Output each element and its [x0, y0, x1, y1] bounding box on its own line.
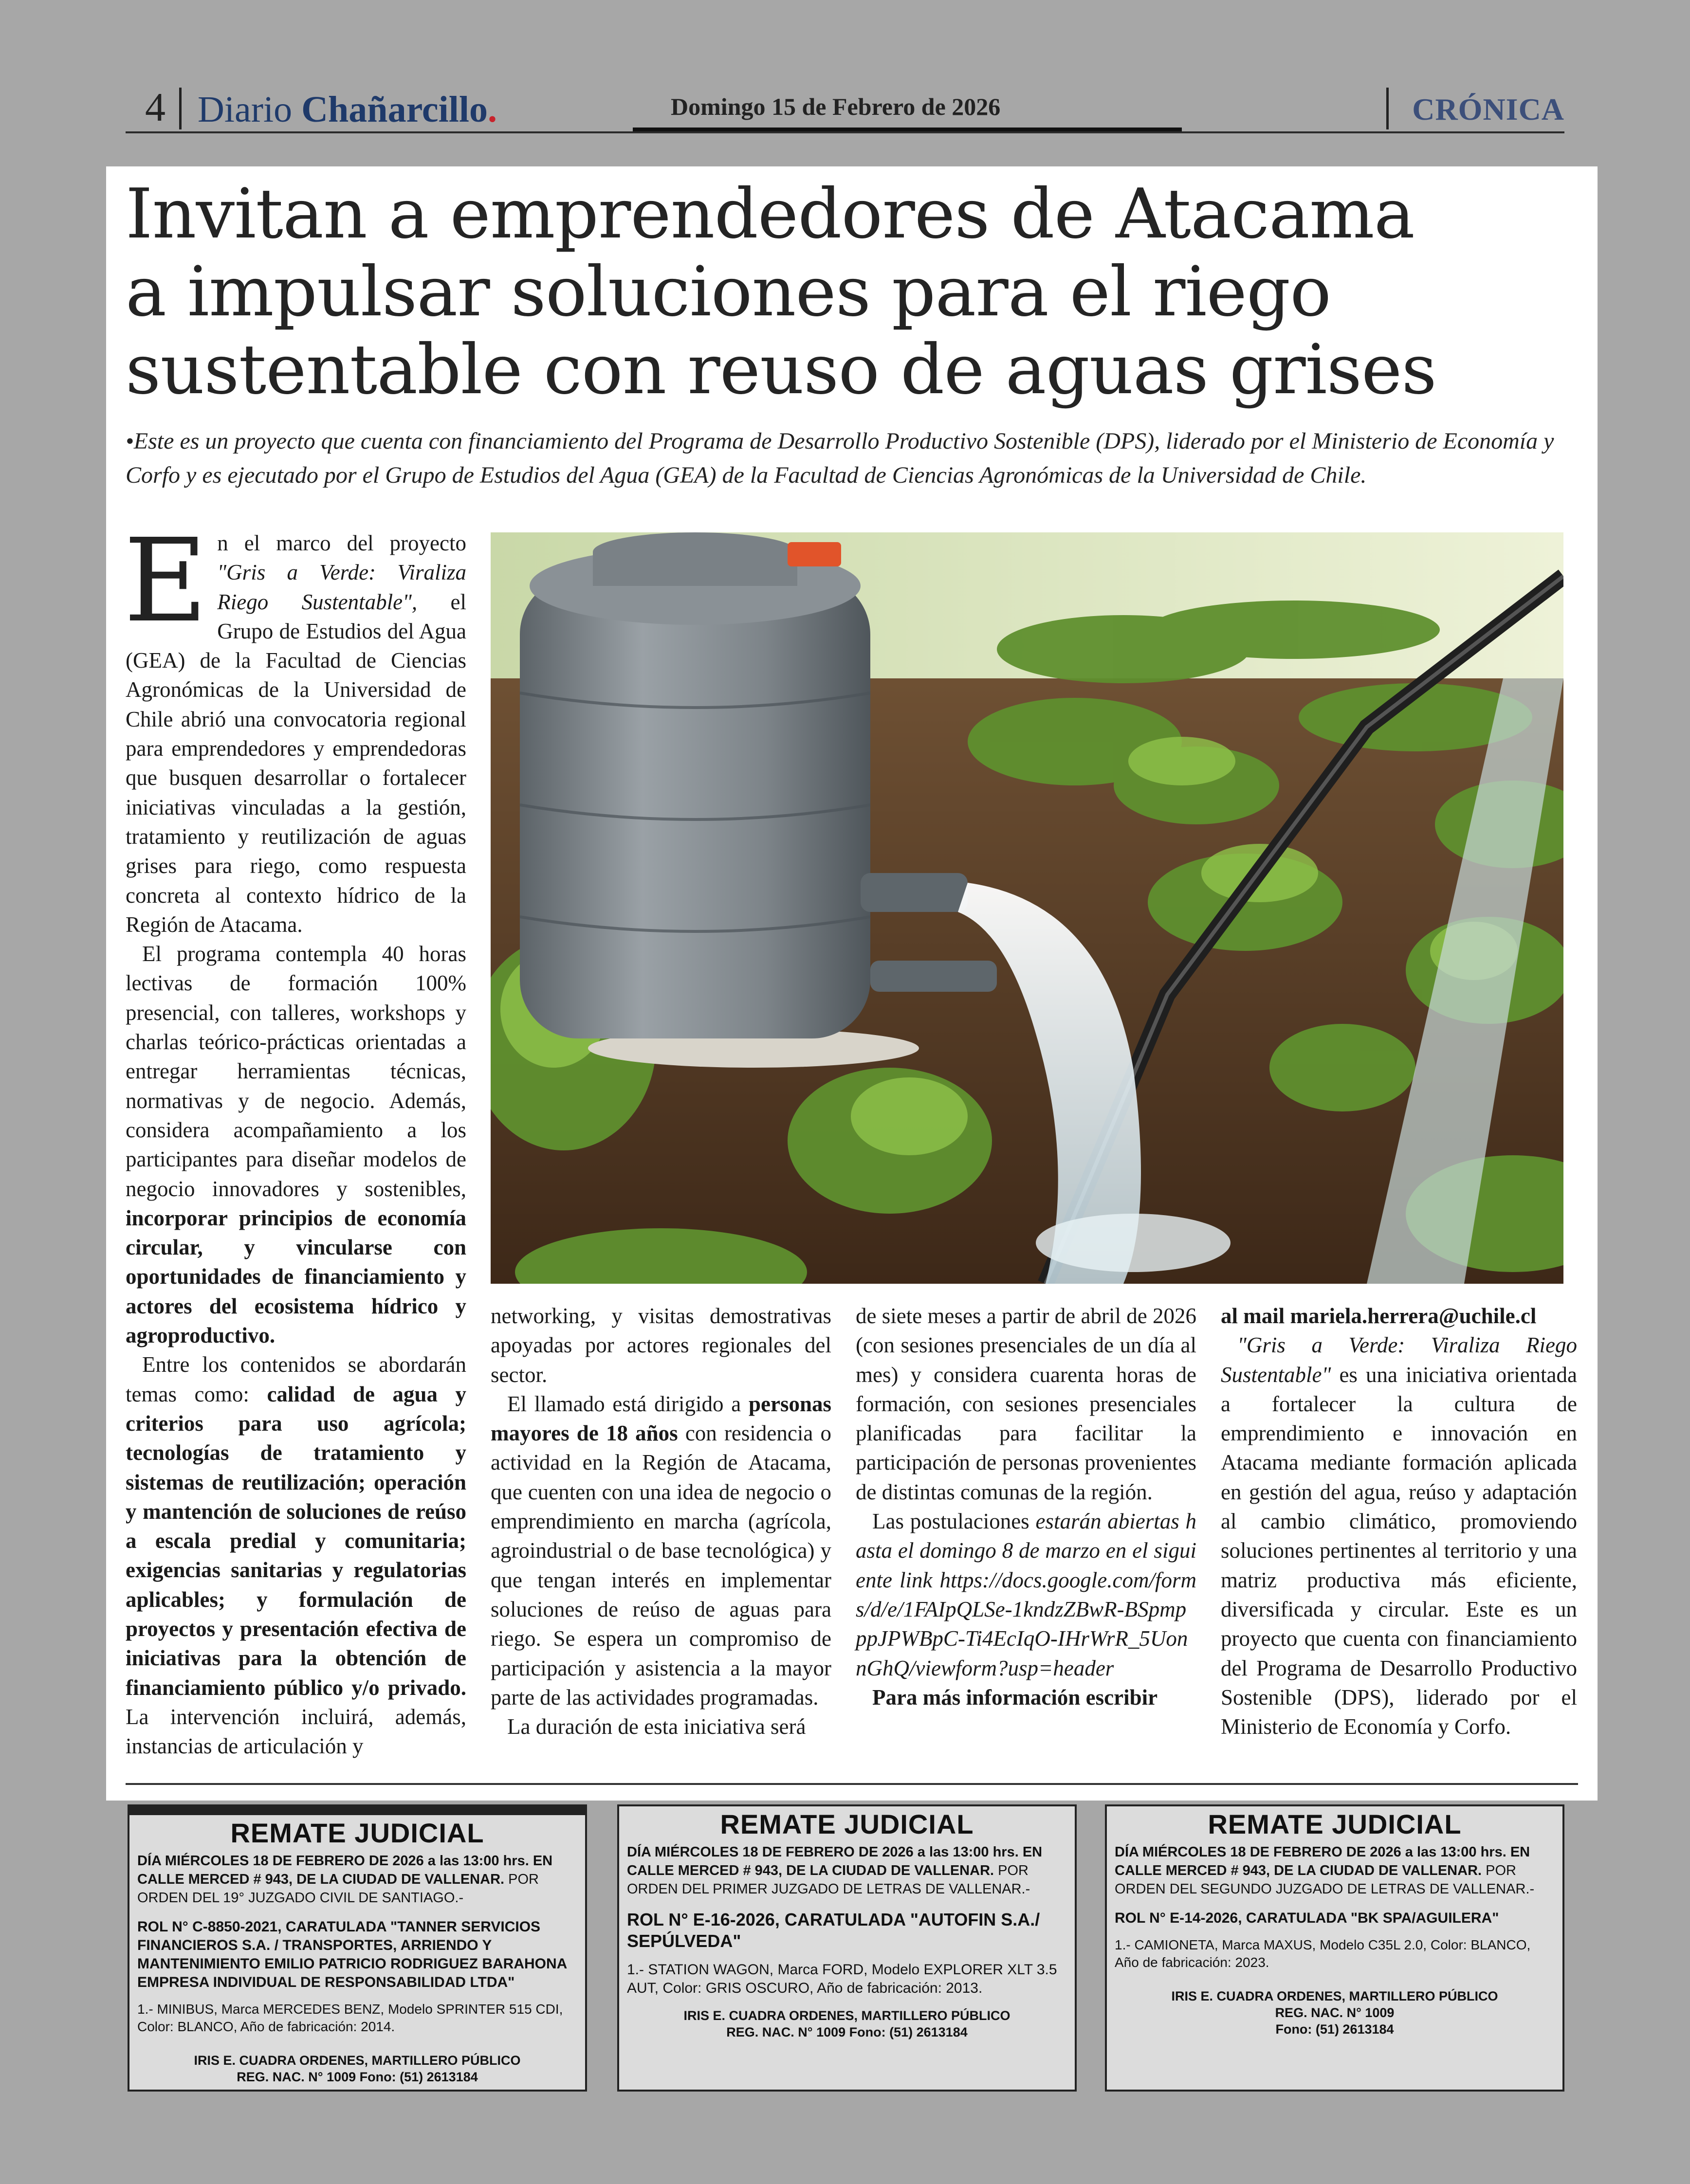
notice-date-location: DÍA MIÉRCOLES 18 DE FEBRERO DE 2026 a las 13:00 hrs. EN CALLE MERCED # 943, DE LA CIUDAD DE VALLENAR. POR ORDEN DEL PRIMER JUZGADO DE LETRAS DE VALLENAR.-: [627, 1844, 1043, 1897]
article-paragraph: Para más información escribir: [872, 1685, 1158, 1710]
article-photo: [491, 532, 1563, 1284]
headline-line: sustentable con reuso de aguas grises: [126, 330, 1436, 410]
article-column-3: [856, 1301, 1196, 1712]
notice-signature: IRIS E. CUADRA ORDENES, MARTILLERO PÚBLICO REG. NAC. N° 1009 Fono: (51) 2613184: [1171, 1989, 1498, 2037]
notice-item: 1.- MINIBUS, Marca MERCEDES BENZ, Modelo SPRINTER 515 CDI, Color: BLANCO, Año de fabricación: 2014.: [137, 2002, 563, 2034]
notice-title: REMATE JUDICIAL: [1208, 1809, 1462, 1839]
article-paragraph: networking, y visitas demostrativas apoyadas por actores regionales del sector.: [491, 1304, 831, 1387]
article-paragraph: El programa contempla 40 horas lectivas de formación 100% presencial, con talleres, workshops y charlas teórico-prácticas orientadas a entregar herramientas técnicas, normativas y de negocio. Además, considera acompañamiento a los participantes para diseñar modelos de negocio innovadores y sostenibles, incorporar principios de economía circular, y vincularse con oportunidades de financiamiento y actores del ecosistema hídrico y agroproductivo.: [126, 942, 466, 1348]
article-paragraph: Las postulaciones estarán abiertas hasta el domingo 8 de marzo en el siguiente link https://docs.google.com/forms/d/e/1FAIpQLSe-1kndzZBwR-BSpmpppJPWBpC-Ti4EcIqO-IHrWrR_5UonnGhQ/viewform?usp=header: [856, 1509, 1196, 1680]
notice-date-location: DÍA MIÉRCOLES 18 DE FEBRERO DE 2026 a las 13:00 hrs. EN CALLE MERCED # 943, DE LA CIUDAD DE VALLENAR. POR ORDEN DEL 19° JUZGADO CIVIL DE SANTIAGO.-: [137, 1853, 553, 1906]
sheet-bottom-rule: [126, 1783, 1578, 1785]
article-summary: •Este es un proyecto que cuenta con financiamiento del Programa de Desarrollo Productivo Sostenible (DPS), liderado por el Ministerio de Economía y Corfo y es ejecutado por el Grupo de Estudios del Agua (GEA) de la Facultad de Ciencias Agronómicas de la Universidad de Chile.: [126, 428, 1554, 488]
masthead: [126, 83, 1564, 133]
article-paragraph: de siete meses a partir de abril de 2026 (con sesiones presenciales de un día al mes) y considera cuarenta horas de formación, con sesiones presenciales planificadas para facilitar la participación de personas provenientes de distintas comunas de la región.: [856, 1304, 1196, 1504]
irrigation-tank-photo: [491, 532, 1563, 1284]
article-column-2: [491, 1301, 831, 1741]
article-column-4: [1221, 1301, 1577, 1741]
article-paragraph: "Gris a Verde: Viraliza Riego Sustentable" es una iniciativa orientada a fortalecer la cultura de emprendimiento e innovación en Atacama mediante formación aplicada en gestión del agua, reúso y adaptación al cambio climático, promoviendo soluciones pertinentes al territorio y una matriz productiva más eficiente, diversificada y circular. Este es un proyecto que cuenta con financiamiento del Programa de Desarrollo Productivo Sostenible (DPS), liderado por el Ministerio de Economía y Corfo.: [1221, 1333, 1577, 1739]
page-number: 4: [145, 85, 165, 130]
headline-line: Invitan a emprendedores de Atacama: [126, 174, 1414, 254]
headline-line: a impulsar soluciones para el riego: [126, 252, 1331, 332]
notice-case-number: ROL N° E-14-2026, CARATULADA "BK SPA/AGUILERA": [1115, 1910, 1499, 1926]
article-paragraph: La duración de esta iniciativa será: [507, 1714, 806, 1739]
notice-signature: IRIS E. CUADRA ORDENES, MARTILLERO PÚBLICO REG. NAC. N° 1009 Fono: (51) 2613184: [194, 2053, 521, 2084]
article-sheet: [106, 166, 1598, 1801]
legal-notice: [617, 1804, 1077, 2092]
legal-notice: [128, 1804, 587, 2092]
issue-date: Domingo 15 de Febrero de 2026: [671, 93, 1001, 120]
notice-case-number: ROL N° C-8850-2021, CARATULADA "TANNER SERVICIOS FINANCIEROS S.A. / TRANSPORTES, ARRIENDO Y MANTENIMIENTO EMILIO PATRICIO RODRIGUEZ BARAHONA EMPRESA INDIVIDUAL DE RESPONSABILIDAD LTDA": [137, 1919, 567, 1990]
notice-item: 1.- CAMIONETA, Marca MAXUS, Modelo C35L 2.0, Color: BLANCO, Año de fabricación: 2023.: [1115, 1937, 1531, 1970]
legal-notice: [1105, 1804, 1564, 2092]
masthead-rule: [126, 131, 1564, 133]
masthead-divider: [1386, 88, 1389, 129]
masthead-divider: [179, 88, 182, 129]
notice-title: REMATE JUDICIAL: [230, 1818, 484, 1848]
drop-cap: E: [124, 514, 208, 648]
article-paragraph: El llamado está dirigido a personas mayores de 18 años con residencia o actividad en la Región de Atacama, que cuenten con una idea de negocio o emprendimiento en marcha (agrícola, agroindustrial o de base tecnológica) y que tengan interés en implementar soluciones de reúso de aguas para riego. Se espera un compromiso de participación y asistencia a la mayor parte de las actividades programadas.: [491, 1391, 832, 1710]
section-tag: CRÓNICA: [1412, 92, 1564, 127]
publication-name: Diario Chañarcillo.: [198, 89, 497, 130]
notice-case-number: ROL N° E-16-2026, CARATULADA "AUTOFIN S.A./ SEPÚLVEDA": [627, 1910, 1040, 1951]
headline: [126, 175, 1440, 409]
notice-date-location: DÍA MIÉRCOLES 18 DE FEBRERO DE 2026 a las 13:00 hrs. EN CALLE MERCED # 943, DE LA CIUDAD DE VALLENAR. POR ORDEN DEL SEGUNDO JUZGADO DE LETRAS DE VALLENAR.-: [1115, 1844, 1535, 1897]
contact-email: al mail mariela.herrera@uchile.cl: [1221, 1304, 1537, 1328]
article-paragraph: En el marco del proyecto "Gris a Verde: Viraliza Riego Sustentable", el Grupo de Estudios del Agua (GEA) de la Facultad de Ciencias Agronómicas de la Universidad de Chile abrió una convocatoria regional para emprendedores y emprendedoras que busquen desarrollar o fortalecer iniciativas vinculadas a la gestión, tratamiento y reutilización de aguas grises para riego, como respuesta concreta al contexto hídrico de la Región de Atacama.: [124, 514, 466, 937]
notice-item: 1.- STATION WAGON, Marca FORD, Modelo EXPLORER XLT 3.5 AUT, Color: GRIS OSCURO, Año de fabricación: 2013.: [627, 1962, 1057, 1996]
article-column-1: [124, 514, 466, 1761]
notice-signature: IRIS E. CUADRA ORDENES, MARTILLERO PÚBLICO REG. NAC. N° 1009 Fono: (51) 2613184: [683, 2008, 1010, 2039]
notice-title: REMATE JUDICIAL: [720, 1809, 974, 1839]
article-paragraph: Entre los contenidos se abordarán temas como: calidad de agua y criterios para uso agrícola; tecnologías de tratamiento y sistemas de reutilización; operación y mantención de soluciones de reúso a escala predial y comunitaria; exigencias sanitarias y regulatorias aplicables; y formulación de proyectos y presentación efectiva de iniciativas para la obtención de financiamiento público y/o privado. La intervención incluirá, además, instancias de articulación y: [126, 1352, 466, 1759]
